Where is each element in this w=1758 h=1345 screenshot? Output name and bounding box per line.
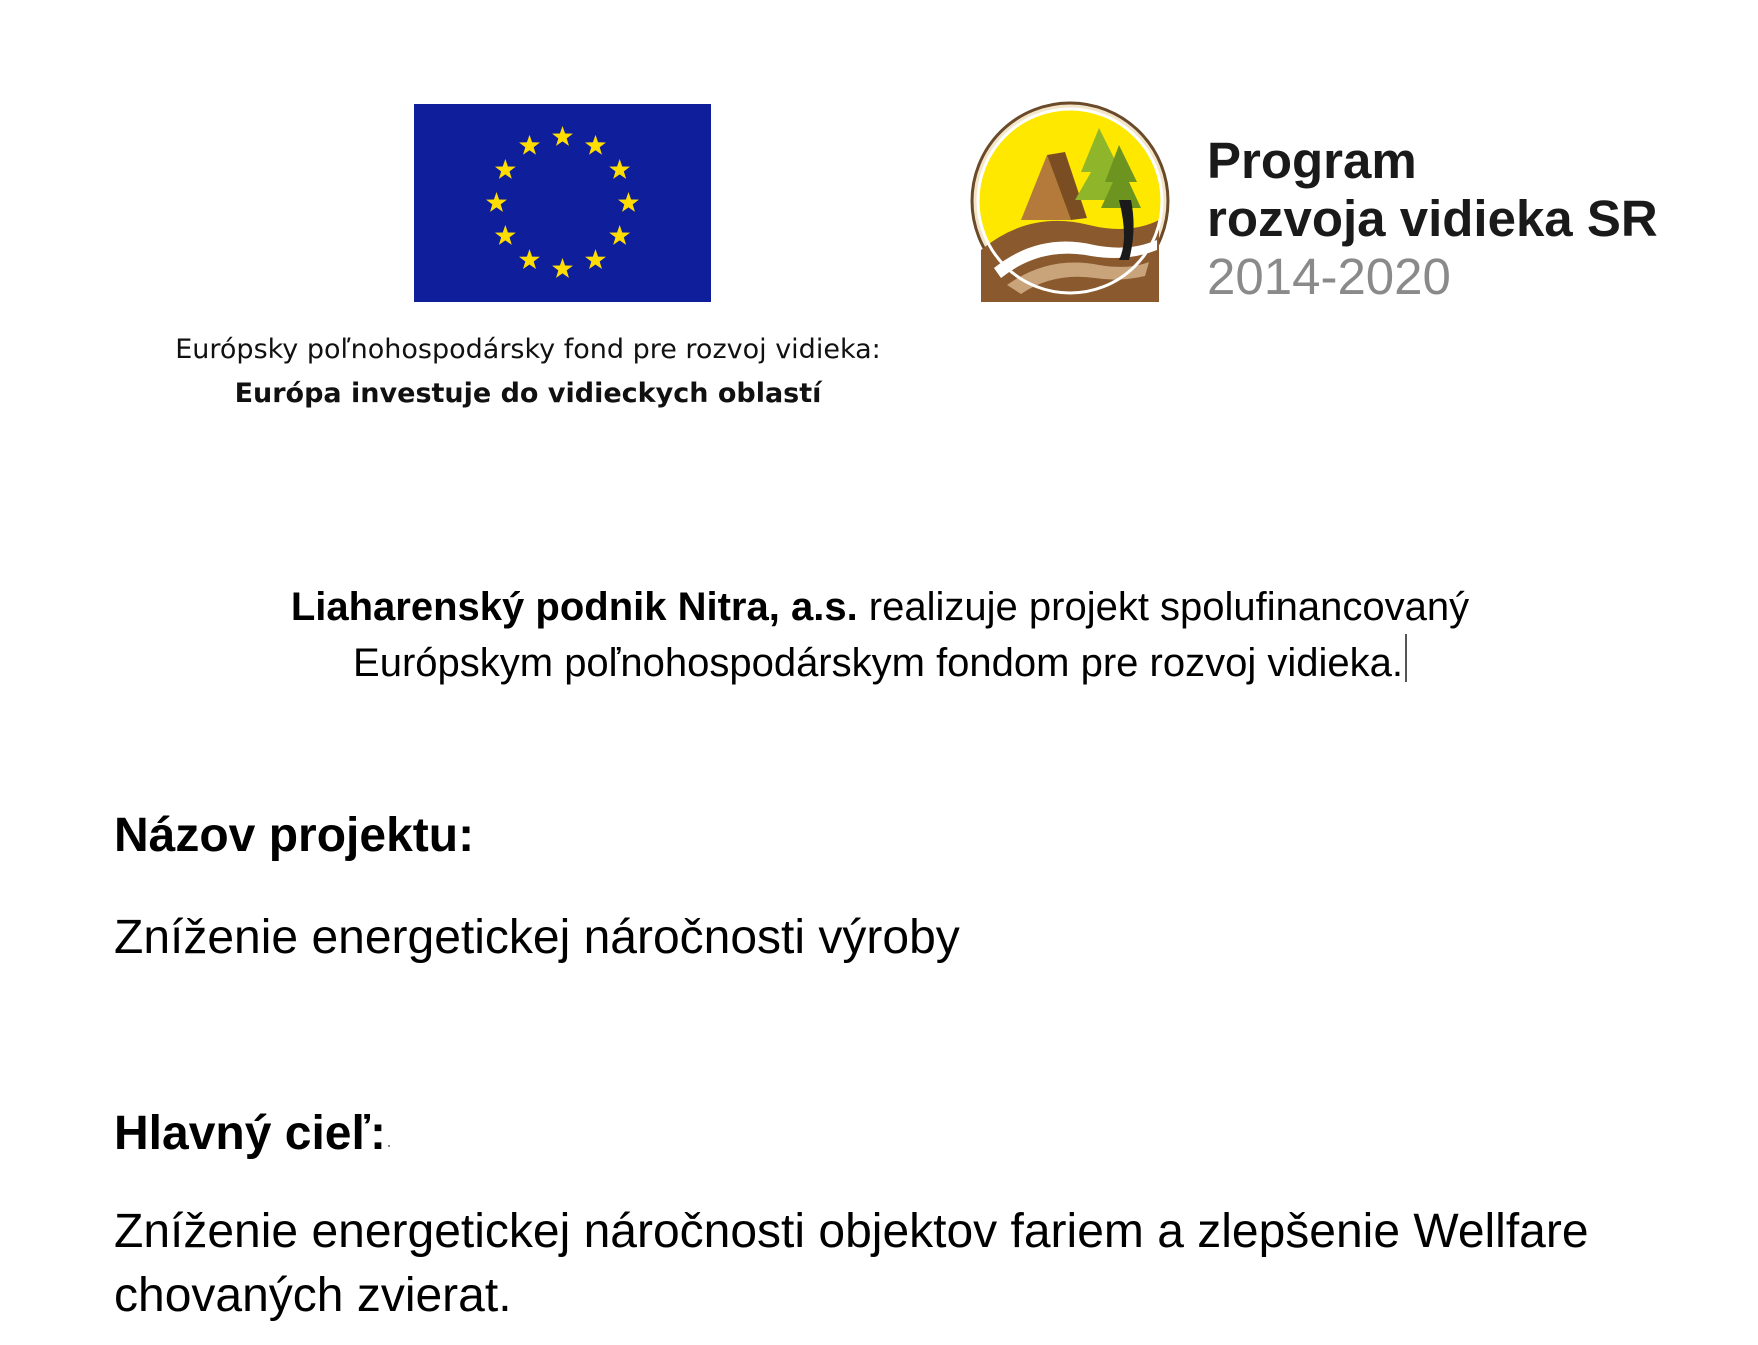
project-name-heading: Názov projektu: — [114, 809, 475, 862]
project-goal-value: Zníženie energetickej náročnosti objektov fariem a zlepšenie Wellfare chovaných zvierat. — [114, 1205, 1589, 1322]
stray-mark — [388, 1145, 390, 1147]
intro-line1 — [130, 580, 1630, 634]
intro-line2-wrap — [130, 634, 1630, 690]
eafrd-caption-slogan: Európa investuje do vidieckych oblastí — [234, 378, 822, 409]
project-goal-heading: Hlavný cieľ: — [114, 1107, 386, 1160]
eafrd-caption — [118, 328, 938, 416]
prv-emblem-icon — [969, 100, 1171, 302]
text-caret — [1405, 634, 1407, 682]
prv-title-line1: Program — [1207, 132, 1417, 189]
eu-flag-icon — [414, 104, 711, 302]
intro-line2: Európskym poľnohospodárskym fondom pre rozvoj vidieka. — [353, 641, 1403, 685]
prv-years: 2014-2020 — [1207, 248, 1451, 305]
project-name-value: Zníženie energetickej náročnosti výroby — [114, 911, 960, 964]
prv-wordmark — [1207, 132, 1658, 306]
intro-line1-rest: realizuje projekt spolufinancovaný — [857, 585, 1470, 629]
intro-paragraph — [130, 580, 1630, 690]
prv-title-line2: rozvoja vidieka SR — [1207, 190, 1658, 247]
project-goal-heading-wrap — [114, 1106, 390, 1162]
eafrd-caption-line1: Európsky poľnohospodársky fond pre rozvoj vidieka: — [175, 334, 881, 365]
company-name: Liaharenský podnik Nitra, a.s. — [290, 585, 858, 629]
